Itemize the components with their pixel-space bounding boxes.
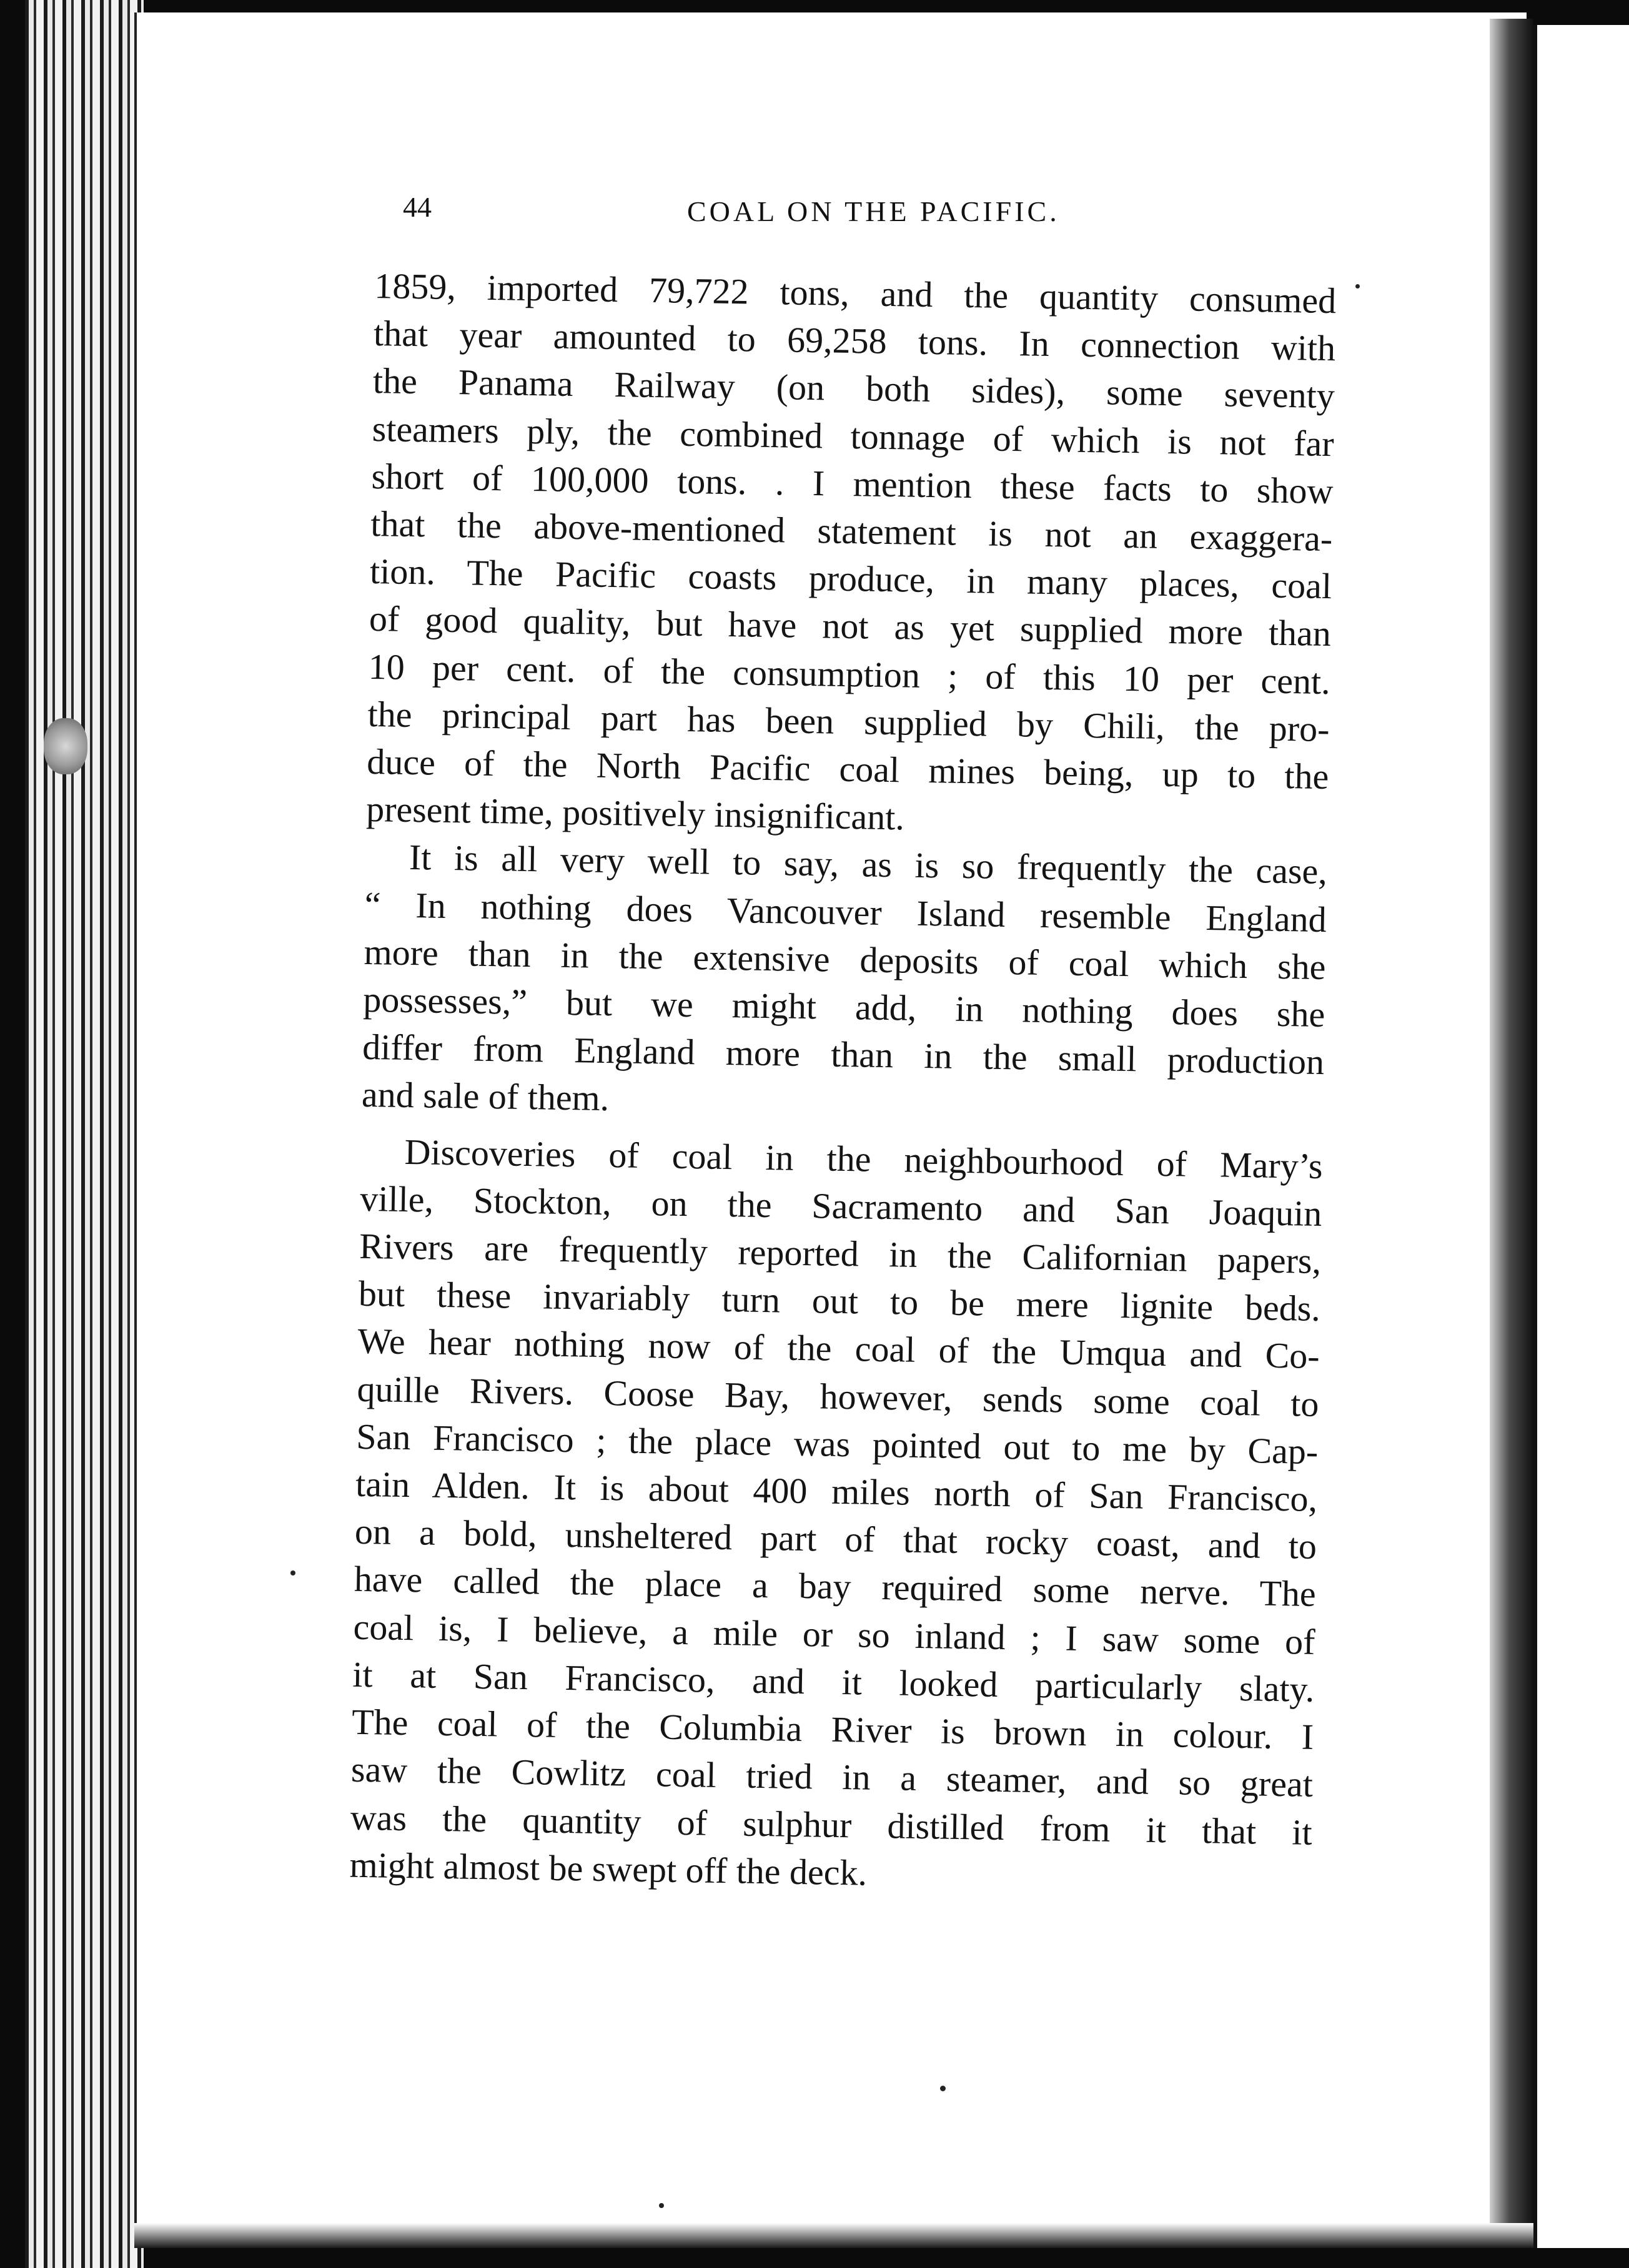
text-line: Discoveries of coal in the neighbourhood of Mary’s: [404, 1131, 1323, 1186]
text-line: of good quality, but have not as yet supplied more than: [369, 598, 1332, 654]
text-line: ville, Stockton, on the Sacramento and San Joaquin: [359, 1178, 1322, 1234]
text-line: coal is, I believe, a mile or so inland ; I saw some of: [353, 1606, 1315, 1662]
text-line: The coal of the Columbia River is brown in colour. I: [351, 1701, 1314, 1757]
text-line: We hear nothing now of the coal of the Umqua and Co-: [357, 1321, 1320, 1377]
next-page-sliver: [1533, 25, 1629, 2248]
paragraph: [361, 881, 1327, 1134]
scan-speck: [290, 1570, 295, 1575]
book-binding: [25, 0, 144, 2268]
paragraph: [366, 262, 1337, 849]
text-line: short of 100,000 tons. . I mention these facts to show: [371, 455, 1334, 511]
text-line: have called the place a bay required some nerve. The: [354, 1559, 1317, 1615]
running-title: COAL ON THE PACIFIC.: [687, 195, 1060, 227]
scan-speck: [1355, 284, 1360, 288]
text-line: that year amounted to 69,258 tons. In connection with: [373, 313, 1336, 369]
text-line: might almost be swept off the deck.: [349, 1844, 868, 1893]
text-line: 10 per cent. of the consumption ; of this 10 per cent.: [368, 646, 1331, 702]
text-line: duce of the North Pacific coal mines being, up to the: [366, 741, 1329, 797]
text-line: Rivers are frequently reported in the Californian papers,: [359, 1225, 1322, 1282]
text-line: it at San Francisco, and it looked particularly slaty.: [352, 1654, 1315, 1710]
page-number: 44: [403, 191, 432, 223]
text-line: on a bold, unsheltered part of that rocky coast, and to: [354, 1511, 1317, 1567]
text-line: the Panama Railway (on both sides), some seventy: [372, 360, 1335, 417]
page-bottom-edge: [134, 2223, 1533, 2248]
text-line: differ from England more than in the small production: [362, 1027, 1325, 1083]
text-line: quille Rivers. Coose Bay, however, sends some coal to: [357, 1368, 1319, 1424]
text-line: but these invariably turn out to be mere lignite beds.: [358, 1273, 1321, 1329]
paragraph: [349, 1175, 1322, 1904]
text-line: tain Alden. It is about 400 miles north of San Francisco,: [355, 1463, 1318, 1520]
text-line: It is all very well to say, as is so frequently the case,: [408, 837, 1328, 892]
text-line: San Francisco ; the place was pointed out to me by Cap-: [355, 1416, 1319, 1472]
text-line: saw the Cowlitz coal tried in a steamer, and so great: [350, 1749, 1314, 1805]
text-line: that the above-mentioned statement is not an exaggera-: [370, 503, 1333, 560]
page-edge-shadow: [1490, 19, 1533, 2242]
text-line: the principal part has been supplied by Chili, the pro-: [367, 693, 1330, 749]
text-line: was the quantity of sulphur distilled from it that it: [350, 1797, 1313, 1853]
body-text: [349, 262, 1337, 1904]
scan-blot: [44, 718, 87, 774]
text-line: more than in the extensive deposits of coal which she: [364, 931, 1326, 987]
scan-speck: [659, 2203, 664, 2208]
text-line: “ In nothing does Vancouver Island resemble England: [364, 884, 1327, 940]
text-line: present time, positively insignificant.: [365, 789, 905, 838]
text-line: 1859, imported 79,722 tons, and the quantity consumed: [374, 265, 1337, 322]
text-line: steamers ply, the combined tonnage of which is not far: [372, 408, 1335, 464]
text-line: possesses,” but we might add, in nothing does she: [362, 979, 1325, 1035]
scan-speck: [940, 2086, 946, 2091]
text-line: and sale of them.: [361, 1074, 610, 1119]
text-line: tion. The Pacific coasts produce, in many places, coal: [369, 551, 1332, 607]
